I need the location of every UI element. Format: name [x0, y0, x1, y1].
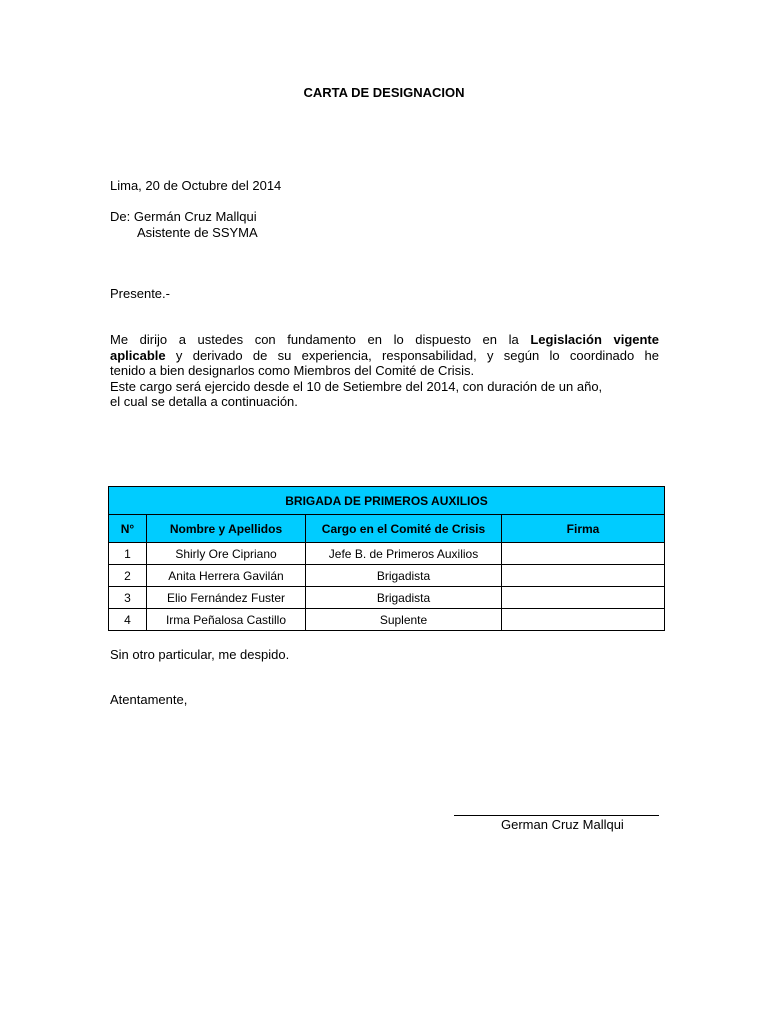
closing-line: Sin otro particular, me despido.	[110, 647, 290, 662]
body-paragraph	[110, 332, 659, 410]
row-number: 3	[109, 587, 147, 609]
document-title: CARTA DE DESIGNACION	[303, 85, 465, 100]
table-row	[109, 609, 665, 631]
table-row	[109, 543, 665, 565]
applicable-bold-text: aplicable	[110, 347, 166, 363]
from-line: De: Germán Cruz Mallqui	[110, 209, 257, 224]
date-line: Lima, 20 de Octubre del 2014	[110, 178, 282, 193]
header-signature: Firma	[502, 515, 665, 543]
from-role: Asistente de SSYMA	[137, 225, 258, 240]
table-caption-row	[109, 487, 665, 515]
regards-line: Atentamente,	[110, 692, 188, 707]
row-signature	[502, 543, 665, 565]
header-role: Cargo en el Comité de Crisis	[306, 515, 502, 543]
row-name: Irma Peñalosa Castillo	[147, 609, 306, 631]
row-role: Suplente	[306, 609, 502, 631]
paragraph-line-5: el cual se detalla a continuación.	[110, 394, 298, 409]
paragraph-line-1	[110, 332, 659, 348]
brigade-table	[108, 486, 665, 631]
paragraph-line-2	[110, 348, 659, 364]
row-role: Jefe B. de Primeros Auxilios	[306, 543, 502, 565]
paragraph-line-3: tenido a bien designarlos como Miembros del Comité de Crisis.	[110, 363, 475, 378]
signatory-name: German Cruz Mallqui	[501, 817, 624, 832]
table-header-row	[109, 515, 665, 543]
signature-line	[454, 815, 659, 816]
paragraph-line-1-text: Me dirijo a ustedes con fundamento en lo dispuesto en la	[110, 332, 531, 347]
row-role: Brigadista	[306, 587, 502, 609]
row-number: 1	[109, 543, 147, 565]
table-caption: BRIGADA DE PRIMEROS AUXILIOS	[109, 487, 665, 515]
row-number: 2	[109, 565, 147, 587]
row-signature	[502, 609, 665, 631]
row-signature	[502, 587, 665, 609]
row-role: Brigadista	[306, 565, 502, 587]
table-row	[109, 587, 665, 609]
paragraph-line-4: Este cargo será ejercido desde el 10 de Setiembre del 2014, con duración de un año,	[110, 378, 603, 394]
row-name: Elio Fernández Fuster	[147, 587, 306, 609]
greeting: Presente.-	[110, 286, 170, 301]
row-name: Anita Herrera Gavilán	[147, 565, 306, 587]
table-row	[109, 565, 665, 587]
row-signature	[502, 565, 665, 587]
row-number: 4	[109, 609, 147, 631]
header-name: Nombre y Apellidos	[147, 515, 306, 543]
paragraph-line-2-text: y derivado de su experiencia, responsabilidad, y según lo coordinado he	[165, 347, 659, 363]
row-name: Shirly Ore Cipriano	[147, 543, 306, 565]
header-number: N°	[109, 515, 147, 543]
legislation-bold-text: Legislación vigente	[530, 332, 659, 347]
